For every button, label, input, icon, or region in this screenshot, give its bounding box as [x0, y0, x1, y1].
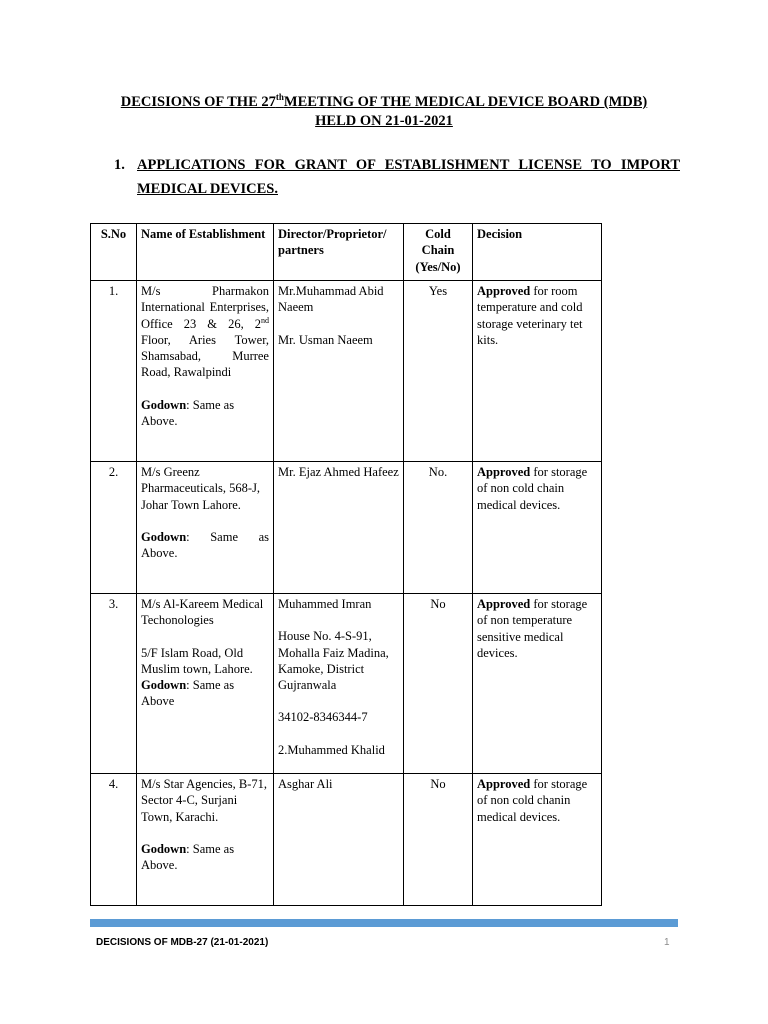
row-cold-chain: No.	[404, 462, 473, 594]
header-decision: Decision	[473, 224, 602, 281]
establishment-name: M/s Greenz Pharmaceuticals, 568-J, Johar Town Lahore.	[141, 465, 261, 512]
section-heading	[114, 153, 680, 201]
row-director: Muhammed Imran House No. 4-S-91, Mohalla Faiz Madina, Kamoke, District Gujranwala 34102-8346344-7 2.Muhammed Khalid	[274, 594, 404, 774]
section-number: 1.	[114, 157, 125, 173]
title-line-1: DECISIONS OF THE 27thMEETING OF THE MEDICAL DEVICE BOARD (MDB)	[120, 92, 648, 110]
row-establishment	[137, 281, 274, 462]
header-name: Name of Establishment	[137, 224, 274, 281]
section-title: APPLICATIONS FOR GRANT OF ESTABLISHMENT LICENSE TO IMPORT MEDICAL DEVICES.	[137, 157, 680, 197]
header-cold-chain: Cold Chain (Yes/No)	[404, 224, 473, 281]
establishment-name: M/s Star Agencies, B-71, Sector 4-C, Surjani Town, Karachi.	[141, 777, 268, 824]
establishment-name: M/s Pharmakon International Enterprises, Office 23 & 26, 2nd Floor, Aries Tower, Shamsabad, Murree Road, Rawalpindi	[141, 284, 269, 380]
footer-label: DECISIONS OF MDB-27 (21-01-2021)	[96, 937, 269, 948]
row-establishment	[137, 774, 274, 906]
title-line-2: HELD ON 21-01-2021	[315, 113, 453, 129]
table-row	[91, 281, 602, 462]
row-decision: Approved for storage of non cold chain medical devices.	[473, 462, 602, 594]
row-cold-chain: No	[404, 774, 473, 906]
row-decision: Approved for storage of non temperature sensitive medical devices.	[473, 594, 602, 774]
footer-divider-bar	[90, 919, 678, 927]
godown-info: Godown: Same as Above.	[141, 397, 235, 429]
row-cold-chain: No	[404, 594, 473, 774]
row-sno: 1.	[91, 281, 137, 462]
establishment-table	[90, 223, 602, 906]
table-row	[91, 462, 602, 594]
row-decision: Approved for storage of non cold chanin medical devices.	[473, 774, 602, 906]
row-establishment	[137, 462, 274, 594]
godown-info: Godown: Same as Above.	[141, 841, 235, 873]
row-sno: 4.	[91, 774, 137, 906]
row-establishment	[137, 594, 274, 774]
table-row	[91, 594, 602, 774]
row-director: Mr.Muhammad Abid Naeem Mr. Usman Naeem	[274, 281, 404, 462]
row-director: Mr. Ejaz Ahmed Hafeez	[274, 462, 404, 594]
row-sno: 2.	[91, 462, 137, 594]
godown-info: Godown: Same as Above	[141, 678, 235, 709]
godown-info: Godown: Same as Above.	[141, 529, 269, 561]
row-cold-chain: Yes	[404, 281, 473, 462]
page-number: 1	[664, 937, 670, 948]
document-title	[60, 93, 708, 131]
table-header-row	[91, 224, 602, 281]
row-sno: 3.	[91, 594, 137, 774]
header-director: Director/Proprietor/ partners	[274, 224, 404, 281]
establishment-address: 5/F Islam Road, Old Muslim town, Lahore.	[141, 645, 253, 676]
table-row	[91, 774, 602, 906]
row-director: Asghar Ali	[274, 774, 404, 906]
establishment-name: M/s Al-Kareem Medical Techonologies	[141, 597, 264, 628]
row-decision: Approved for room temperature and cold storage veterinary tet kits.	[473, 281, 602, 462]
header-sno: S.No	[91, 224, 137, 281]
